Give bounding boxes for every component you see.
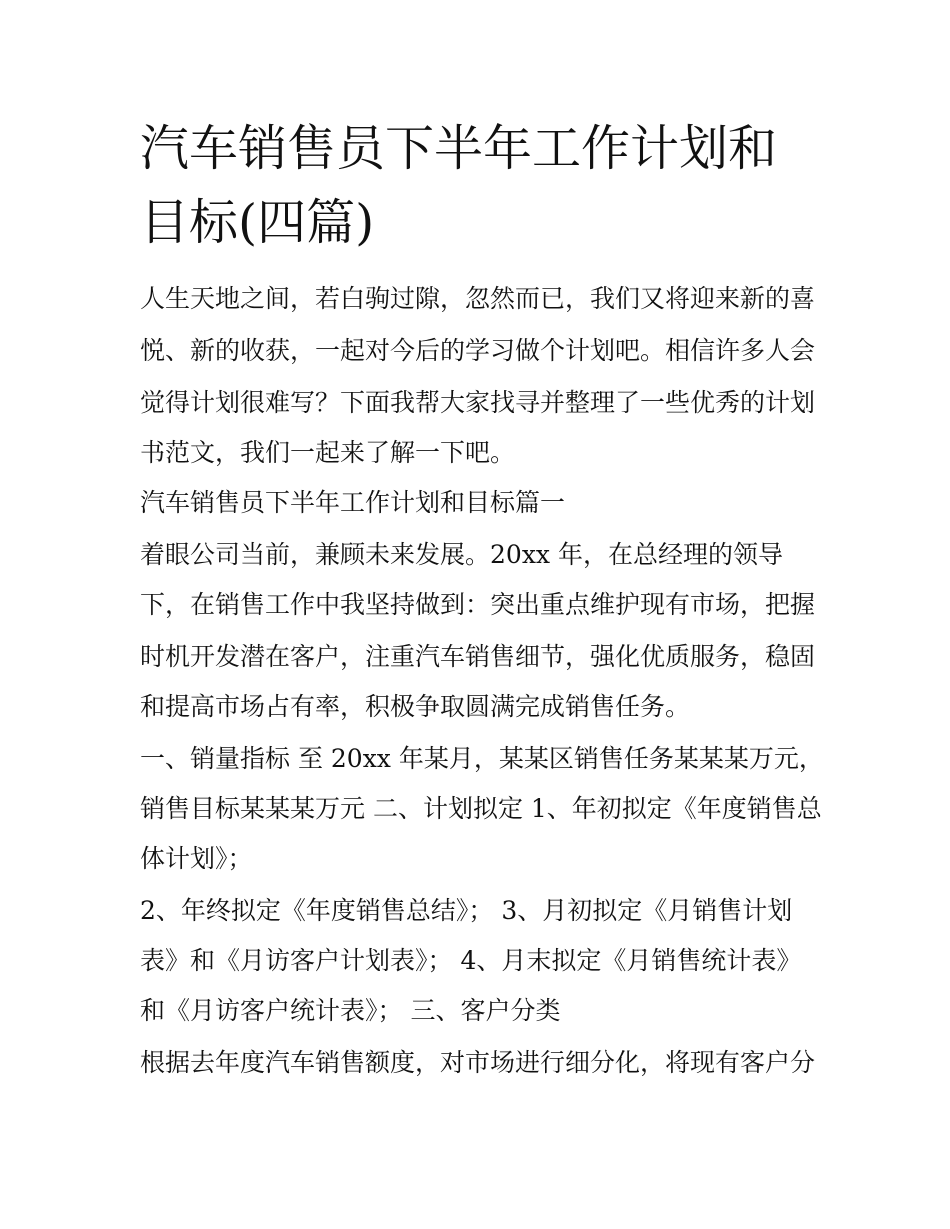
body-line: 2、年终拟定《年度销售总结》； 3、月初拟定《月销售计划 bbox=[140, 896, 793, 925]
body-line: 着眼公司当前，兼顾未来发展。20xx 年，在总经理的领导 bbox=[140, 540, 783, 569]
body-line: 和提高市场占有率，积极争取圆满完成销售任务。 bbox=[140, 692, 691, 721]
body-line: 根据去年度汽车销售额度，对市场进行细分化，将现有客户分 bbox=[140, 1048, 816, 1077]
body-line: 人生天地之间，若白驹过隙，忽然而已，我们又将迎来新的喜 bbox=[140, 284, 816, 313]
document-title bbox=[140, 112, 820, 260]
title-line-1: 汽车销售员下半年工作计划和 bbox=[140, 120, 778, 177]
body-line: 销售目标某某某万元 二、计划拟定 1、年初拟定《年度销售总 bbox=[140, 794, 822, 823]
body-line: 悦、新的收获，一起对今后的学习做个计划吧。相信许多人会 bbox=[140, 336, 816, 365]
body-line: 觉得计划很难写？下面我帮大家找寻并整理了一些优秀的计划 bbox=[140, 388, 816, 417]
body-line: 书范文，我们一起来了解一下吧。 bbox=[140, 438, 516, 467]
body-line: 和《月访客户统计表》； 三、客户分类 bbox=[140, 996, 561, 1025]
body-line: 一、销量指标 至 20xx 年某月，某某区销售任务某某某万元， bbox=[140, 744, 824, 773]
body-line: 下，在销售工作中我坚持做到：突出重点维护现有市场，把握 bbox=[140, 590, 816, 619]
body-line: 表》和《月访客户计划表》； 4、月末拟定《月销售统计表》 bbox=[140, 946, 802, 975]
section-heading: 汽车销售员下半年工作计划和目标篇一 bbox=[140, 488, 566, 517]
title-line-2: 目标(四篇) bbox=[140, 194, 375, 251]
body-line: 体计划》； bbox=[140, 844, 253, 873]
body-line: 时机开发潜在客户，注重汽车销售细节，强化优质服务，稳固 bbox=[140, 642, 816, 671]
